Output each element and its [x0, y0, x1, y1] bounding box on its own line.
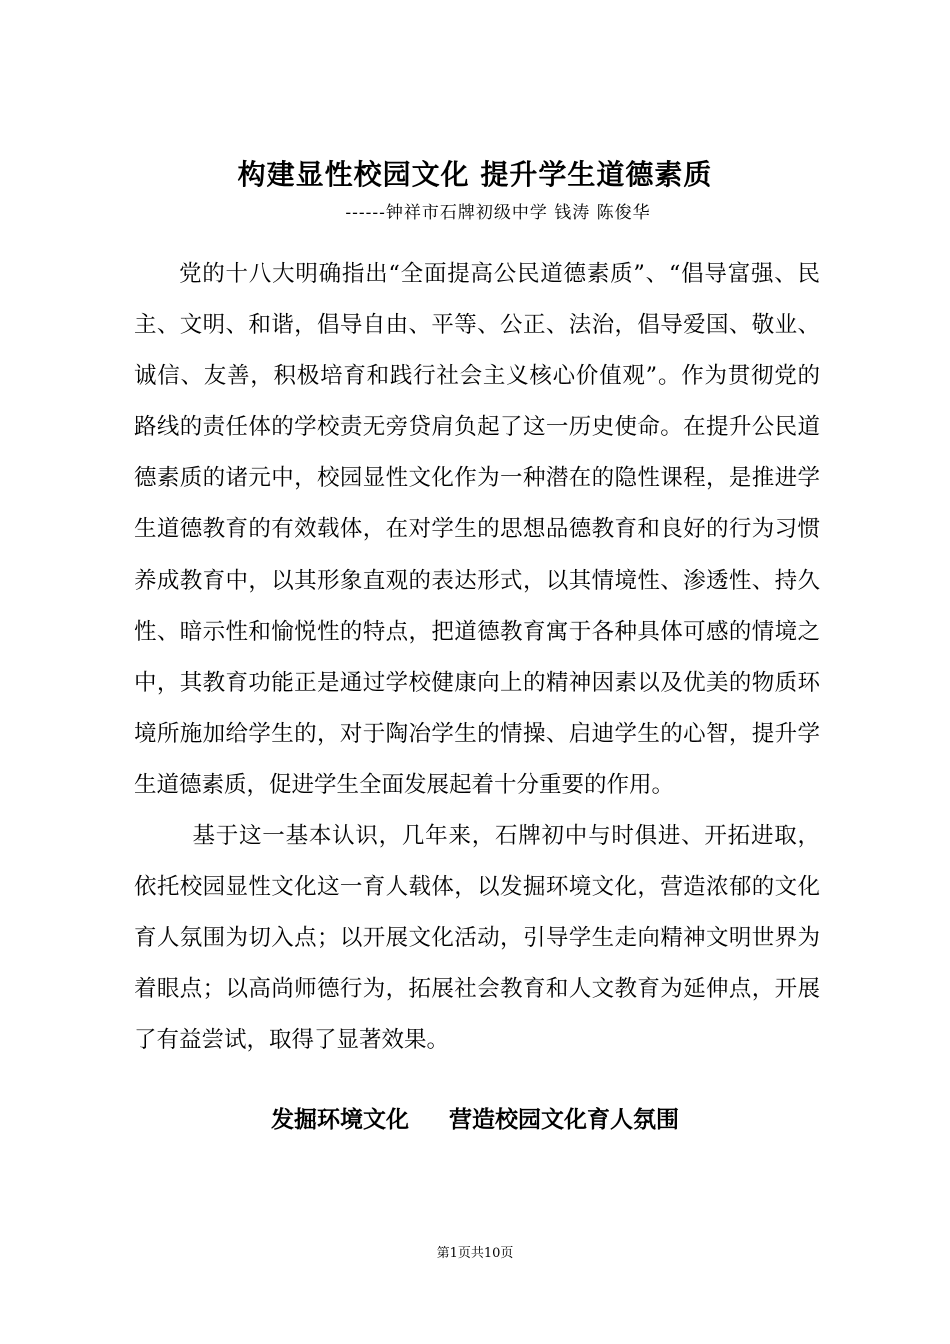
document-title: 构建显性校园文化 提升学生道德素质: [237, 158, 713, 191]
document-body: [134, 249, 820, 1067]
page-footer: 第1页共10页: [436, 1246, 514, 1261]
author-byline: ------钟祥市石牌初级中学 钱涛 陈俊华: [345, 203, 651, 223]
paragraph-1: 党的十八大明确指出“全面提高公民道德素质”、“倡导富强、民主、文明、和谐，倡导自由、平等、公正、法治，倡导爱国、敬业、诚信、友善，积极培育和践行社会主义核心价值观”。作为贯彻党的路线的责任体的学校责无旁贷肩负起了这一历史使命。在提升公民道德素质的诸元中，校园显性文化作为一种潜在的隐性课程，是推进学生道德教育的有效载体，在对学生的思想品德教育和良好的行为习惯养成教育中，以其形象直观的表达形式，以其情境性、渗透性、持久性、暗示性和愉悦性的特点，把道德教育寓于各种具体可感的情境之中，其教育功能正是通过学校健康向上的精神因素以及优美的物质环境所施加给学生的，对于陶冶学生的情操、启迪学生的心智，提升学生道德素质，促进学生全面发展起着十分重要的作用。: [134, 261, 820, 798]
paragraph-2: 基于这一基本认识，几年来，石牌初中与时俱进、开拓进取，依托校园显性文化这一育人载体，以发掘环境文化，营造浓郁的文化育人氛围为切入点；以开展文化活动，引导学生走向精神文明世界为着眼点；以高尚师德行为，拓展社会教育和人文教育为延伸点，开展了有益尝试，取得了显著效果。: [134, 823, 820, 1054]
section-heading: 发掘环境文化 营造校园文化育人氛围: [270, 1107, 680, 1133]
